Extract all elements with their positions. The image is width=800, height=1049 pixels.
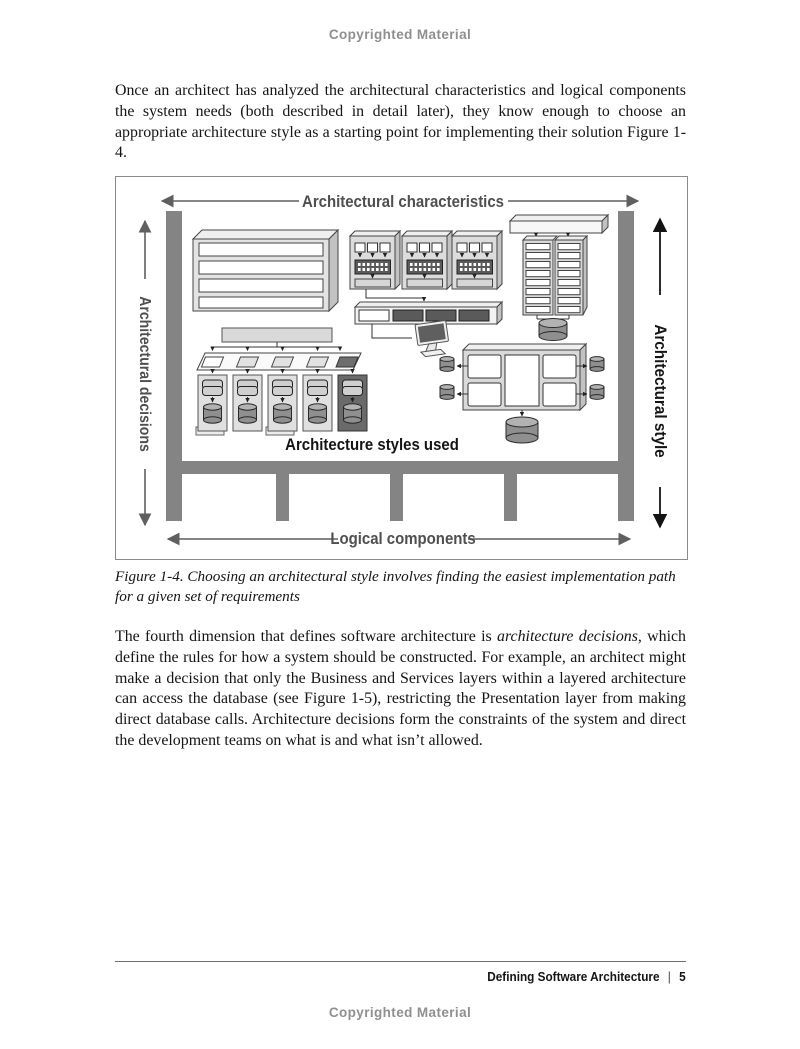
- paragraph-2: [115, 627, 686, 752]
- bottom-label-text: Logical components: [330, 530, 476, 549]
- paragraph-1: [115, 81, 686, 164]
- core-segment: [359, 310, 389, 321]
- support-leg: [276, 474, 289, 521]
- processing-unit: [468, 383, 501, 406]
- database-cylinder-small: [440, 357, 454, 372]
- event-processor: [452, 231, 502, 289]
- processing-unit: [468, 355, 501, 378]
- left-label-text: Architectural decisions: [135, 296, 154, 452]
- layer-row: [199, 297, 323, 308]
- support-leg: [390, 474, 403, 521]
- footer-chapter-title: Defining Software Architecture: [487, 969, 660, 984]
- paragraph-2-text-cont: , which define the rules for how a system should be constructed. For example, an architect might make a decision that only the Business and Services layers within a layered architecture can access the database (see Figure 1-5), restricting the Presentation layer from making direct database calls. Architecture decisions form the constraints of the system and direct the development teams on what is and what isn’t allowed.: [115, 628, 686, 749]
- plugin-segment: [426, 310, 456, 321]
- paragraph-2-italic-term: architecture decisions: [497, 628, 638, 645]
- pipeline-stacks-diagram: [510, 215, 608, 341]
- footer-page-number: 5: [679, 969, 686, 984]
- label-architectural-characteristics: [162, 193, 638, 211]
- layer-row: [199, 279, 323, 292]
- paragraph-1-text: Once an architect has analyzed the architectural characteristics and logical components the system needs (both described in detail later), they know enough to choose an appropriate architecture style as a starting point for implementing their solution Figure 1-4.: [115, 82, 686, 162]
- page-footer: [115, 969, 686, 984]
- left-column: [166, 211, 182, 521]
- right-column: [618, 211, 634, 521]
- header-bar: [510, 221, 602, 233]
- database-cylinder-small: [590, 357, 604, 372]
- microservices-diagram: [196, 353, 367, 435]
- watermark-bottom: Copyrighted Material: [328, 1005, 472, 1020]
- database-cylinder-small: [590, 385, 604, 400]
- label-logical-components: [168, 530, 630, 548]
- database-cylinder: [539, 319, 567, 341]
- database-cylinder: [506, 417, 538, 443]
- space-based-diagram: [440, 344, 604, 443]
- processing-unit: [543, 383, 576, 406]
- paragraph-2-text: The fourth dimension that defines software architecture is: [115, 628, 497, 645]
- footer-rule: [115, 961, 686, 962]
- figure-1-4-diagram: [116, 177, 687, 559]
- message-bus-bar: [213, 328, 341, 351]
- middleware-unit: [505, 355, 539, 406]
- event-processor: [402, 231, 452, 289]
- architecture-styles-used-label: Architecture styles used: [285, 436, 459, 455]
- figure-caption-text: Figure 1-4. Choosing an architectural style involves finding the easiest implementation path for a given set of requirements: [115, 568, 676, 605]
- layer-row: [199, 261, 323, 274]
- top-label-text: Architectural characteristics: [302, 193, 504, 212]
- event-processor: [350, 231, 400, 289]
- footer-content: [488, 969, 686, 984]
- event-driven-diagram: [350, 231, 502, 301]
- right-label-text: Architectural style: [650, 324, 670, 458]
- processing-unit: [543, 355, 576, 378]
- layered-architecture-diagram: [193, 230, 338, 311]
- layer-row: [199, 243, 323, 256]
- plugin-segment: [459, 310, 489, 321]
- database-cylinder-small: [440, 385, 454, 400]
- plugin-segment: [393, 310, 423, 321]
- figure-caption: [115, 567, 686, 607]
- platform-bar: [166, 461, 634, 474]
- figure-1-4: [115, 176, 688, 560]
- support-leg: [504, 474, 517, 521]
- label-architectural-decisions: [136, 221, 154, 525]
- footer-separator: |: [668, 969, 672, 984]
- watermark-top: Copyrighted Material: [328, 27, 472, 42]
- monitor-icon: [415, 320, 450, 357]
- label-architectural-style: [651, 219, 670, 527]
